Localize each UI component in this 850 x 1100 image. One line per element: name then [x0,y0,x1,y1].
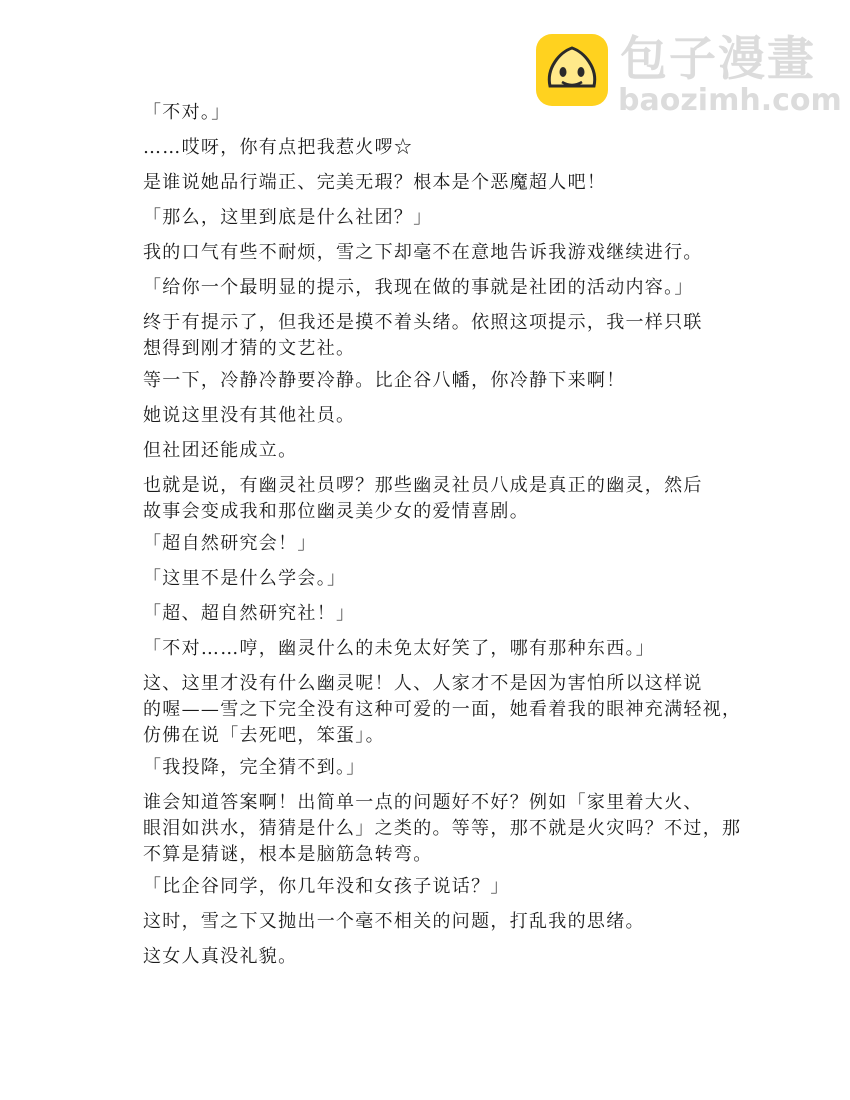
paragraph: 这时，雪之下又抛出一个毫不相关的问题，打乱我的思绪。 [143,911,645,932]
paragraph: 这女人真没礼貌。 [143,946,298,967]
novel-text-body [143,100,753,979]
paragraph: 但社团还能成立。 [143,440,298,461]
watermark-brand-cn: 包子漫畫 [620,32,816,87]
paragraph: 「那么，这里到底是什么社团？」 [143,207,433,228]
paragraph: 「给你一个最明显的提示，我现在做的事就是社团的活动内容。」 [143,277,694,298]
paragraph: 也就是说，有幽灵社员啰？那些幽灵社员八成是真正的幽灵，然后 故事会变成我和那位幽灵美少女的爱情喜剧。 [143,475,703,522]
paragraph: 「不对……哼，幽灵什么的未免太好笑了，哪有那种东西。」 [143,638,656,659]
paragraph: 是谁说她品行端正、完美无瑕？根本是个恶魔超人吧！ [143,172,607,193]
paragraph: 她说这里没有其他社员。 [143,405,356,426]
paragraph: 「我投降，完全猜不到。」 [143,757,366,778]
paragraph: 「超自然研究会！」 [143,533,317,554]
paragraph: 等一下，冷静冷静要冷静。比企谷八幡，你冷静下来啊！ [143,370,626,391]
paragraph: 终于有提示了，但我还是摸不着头绪。依照这项提示，我一样只联 想得到刚才猜的文艺社。 [143,312,703,359]
paragraph: 「比企谷同学，你几年没和女孩子说话？」 [143,876,510,897]
paragraph: 「超、超自然研究社！」 [143,603,356,624]
watermark-brand-en: baozimh.com [618,83,842,118]
paragraph: 「不对。」 [143,102,231,123]
paragraph: ……哎呀，你有点把我惹火啰☆ [143,137,414,158]
paragraph: 我的口气有些不耐烦，雪之下却毫不在意地告诉我游戏继续进行。 [143,242,703,263]
paragraph: 这、这里才没有什么幽灵呢！人、人家才不是因为害怕所以这样说 的喔——雪之下完全没有这种可爱的一面，她看着我的眼神充满轻视， 仿佛在说「去死吧，笨蛋」。 [143,673,742,746]
bun-face-icon [536,34,608,106]
paragraph: 「这里不是什么学会。」 [143,568,347,589]
paragraph: 谁会知道答案啊！出简单一点的问题好不好？例如「家里着大火、 眼泪如洪水，猜猜是什么」之类的。等等，那不就是火灾吗？不过，那 不算是猜谜，根本是脑筋急转弯。 [143,792,742,865]
